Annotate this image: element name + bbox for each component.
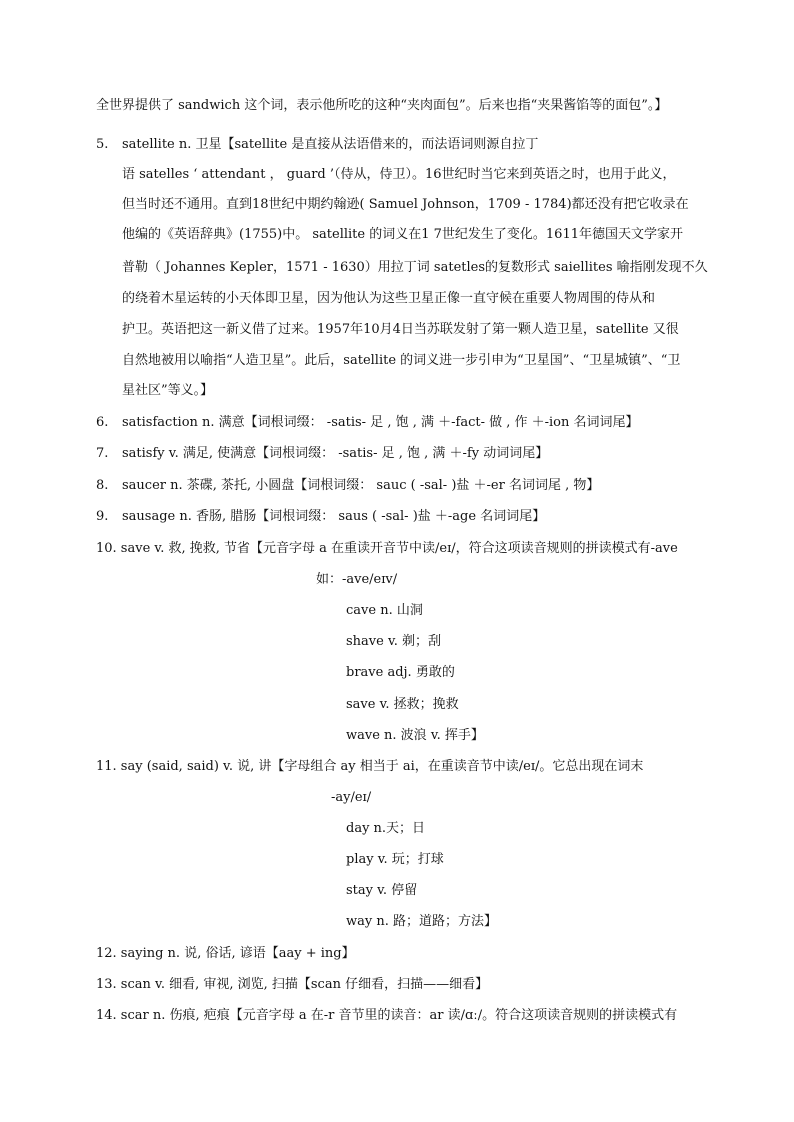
entry-8-text: saucer n. 茶碟, 茶托, 小圆盘【词根词缀： sauc ( -sal- )盐 ＋-er 名词词尾 , 物】 — [122, 478, 600, 493]
entry-5-line-3: 他编的《英语辞典》(1755)中。 satellite 的词义在1 7世纪发生了变化。1611年德国天文学家开 — [122, 227, 683, 242]
entry-5-headword: satellite n. 卫星【satellite 是直接从法语借来的，而法语词则源自拉丁 — [122, 137, 539, 152]
entry-6-number: 6. — [96, 415, 109, 430]
entry-5-line-6: 护卫。英语把这一新义借了过来。1957年10月4日当苏联发射了第一颗人造卫星，satellite 又很 — [122, 322, 679, 337]
entry-7-text: satisfy v. 满足, 使满意【词根词缀： -satis- 足 , 饱 , 满 ＋-fy 动词词尾】 — [122, 446, 549, 461]
entry-10-text: 10. save v. 救, 挽救, 节省【元音字母 a 在重读开音节中读/eɪ/，符合这项读音规则的拼读模式有-ave — [96, 541, 678, 556]
entry-5-number: 5. — [96, 137, 109, 152]
entry-10-word: save v. 拯救；挽救 — [346, 697, 459, 712]
entry-5-line-7: 自然地被用以喻指“人造卫星”。此后，satellite 的词义进一步引申为“卫星国”、“卫星城镇”、“卫 — [122, 353, 681, 368]
entry-5-line-8: 星社区”等义。】 — [122, 383, 214, 398]
entry-6-text: satisfaction n. 满意【词根词缀： -satis- 足 , 饱 , 满 ＋-fact- 做 , 作 ＋-ion 名词词尾】 — [122, 415, 639, 430]
entry-7-number: 7. — [96, 446, 109, 461]
entry-5-line-2: 但当时还不通用。直到18世纪中期约翰逊( Samuel Johnson，1709 - 1784)都还没有把它收录在 — [122, 197, 689, 212]
entry-5-line-4: 普勒（ Johannes Kepler，1571 - 1630）用拉丁词 satetles的复数形式 saiellites 喻指刚发现不久 — [122, 260, 708, 275]
entry-9-number: 9. — [96, 509, 109, 524]
entry-11-word: way n. 路；道路；方法】 — [346, 914, 497, 929]
entry-11-word: stay v. 停留 — [346, 883, 418, 898]
entry-10-pattern: 如：-ave/eɪv/ — [316, 572, 398, 587]
entry-11-pattern: -ay/eɪ/ — [331, 790, 372, 805]
entry-13-text: 13. scan v. 细看, 审视, 浏览, 扫描【scan 仔细看，扫描——细看】 — [96, 977, 489, 992]
entry-11-word: day n.天；日 — [346, 821, 426, 836]
entry-10-word: brave adj. 勇敢的 — [346, 665, 455, 680]
entry-9-text: sausage n. 香肠, 腊肠【词根词缀： saus ( -sal- )盐 ＋-age 名词词尾】 — [122, 509, 546, 524]
entry-8-number: 8. — [96, 478, 109, 493]
entry-10-word: cave n. 山洞 — [346, 603, 423, 618]
entry-14-text: 14. scar n. 伤痕, 疤痕【元音字母 a 在-r 音节里的读音：ar 读/ɑː/。符合这项读音规则的拼读模式有 — [96, 1008, 678, 1023]
sandwich-entry-tail: 全世界提供了 sandwich 这个词，表示他所吃的这种“夹肉面包”。后来也指“夹果酱馅等的面包”。】 — [96, 98, 668, 113]
entry-10-word: shave v. 剃；刮 — [346, 634, 442, 649]
entry-10-word: wave n. 波浪 v. 挥手】 — [346, 728, 484, 743]
entry-11-text: 11. say (said, said) v. 说, 讲【字母组合 ay 相当于 ai，在重读音节中读/eɪ/。它总出现在词末 — [96, 759, 644, 774]
entry-5-line-1: 语 satelles ‘ attendant ， guard ’（侍从，侍卫）。16世纪时当它来到英语之时，也用于此义， — [122, 167, 676, 182]
entry-12-text: 12. saying n. 说, 俗话, 谚语【aay + ing】 — [96, 946, 355, 961]
entry-5-line-5: 的绕着木星运转的小天体即卫星，因为他认为这些卫星正像一直守候在重要人物周围的侍从和 — [122, 291, 656, 306]
entry-11-word: play v. 玩；打球 — [346, 852, 444, 867]
